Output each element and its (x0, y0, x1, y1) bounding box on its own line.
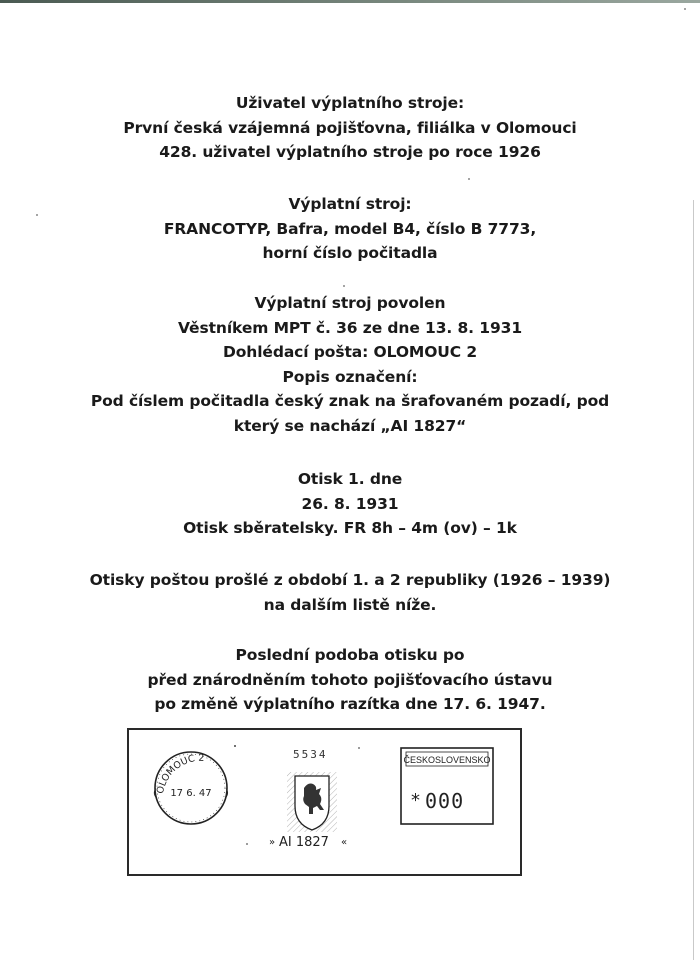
frame-value: 000 (425, 789, 465, 813)
counter-number: 5534 (293, 748, 328, 761)
value-star-icon: * (411, 790, 420, 811)
user-name: První česká vzájemná pojišťovna, filiálka v Olomouci (123, 118, 577, 137)
first-day-heading: Otisk 1. dne (297, 470, 403, 488)
user-heading: Uživatel výplatního stroje: (235, 94, 465, 112)
value-frame (401, 748, 493, 824)
last-form-heading: Poslední podoba otisku po (235, 646, 465, 664)
postmark-date: 17 6. 47 (170, 788, 212, 799)
lion-emblem-icon (287, 772, 337, 832)
first-day-section (0, 467, 700, 541)
postmark-bracket-left: ( (153, 788, 157, 799)
frame-country: ČESKOSLOVENSKO (403, 755, 491, 765)
svg-text:«: « (341, 837, 348, 848)
postal-used-ref: na dalším listě níže. (263, 595, 437, 614)
first-day-date: 26. 8. 1931 (301, 494, 399, 513)
postal-used-line: Otisky poštou prošlé z období 1. a 2 republiky (1926 – 1939) (89, 571, 611, 589)
marking-heading: Popis označení: (282, 367, 418, 386)
last-form-line2: před znárodněním tohoto pojišťovacího ústavu (147, 670, 553, 689)
last-form-line3: po změně výplatního razítka dne 17. 6. 1947. (154, 695, 546, 713)
user-number: 428. uživatel výplatního stroje po roce 1926 (159, 143, 541, 161)
scan-speck (468, 178, 470, 180)
approval-bulletin: Věstníkem MPT č. 36 ze dne 13. 8. 1931 (177, 318, 523, 337)
svg-text:»: » (269, 837, 276, 848)
machine-model: FRANCOTYP, Bafra, model B4, číslo B 7773, (163, 219, 537, 238)
postmark-bracket-right: ) (225, 788, 229, 799)
marking-description-cont: který se nachází „AI 1827“ (233, 416, 467, 435)
machine-heading: Výplatní stroj: (288, 195, 412, 213)
supervising-post: Dohlédací pošta: OLOMOUC 2 (222, 343, 478, 361)
approval-heading: Výplatní stroj povolen (254, 294, 446, 312)
scan-top-edge (0, 0, 700, 3)
marking-description: Pod číslem počitadla český znak na šrafovaném pozadí, pod (90, 392, 610, 410)
approval-section (0, 291, 700, 438)
meter-stamp-impression (127, 728, 522, 876)
machine-counter: horní číslo počitadla (262, 244, 438, 262)
postal-used-section (0, 568, 700, 617)
postmark-circle (153, 752, 229, 824)
scan-speck (684, 8, 686, 10)
last-form-section (0, 643, 700, 717)
first-day-note: Otisk sběratelsky. FR 8h – 4m (ov) – 1k (183, 519, 517, 537)
user-code-label (269, 835, 347, 850)
postmark-town: OLOMOUC 2 (155, 752, 205, 795)
user-section (0, 91, 700, 165)
scan-speck (343, 285, 345, 287)
user-code-text: AI 1827 (279, 835, 329, 850)
meter-stamp-graphic (129, 730, 520, 874)
machine-section (0, 192, 700, 266)
